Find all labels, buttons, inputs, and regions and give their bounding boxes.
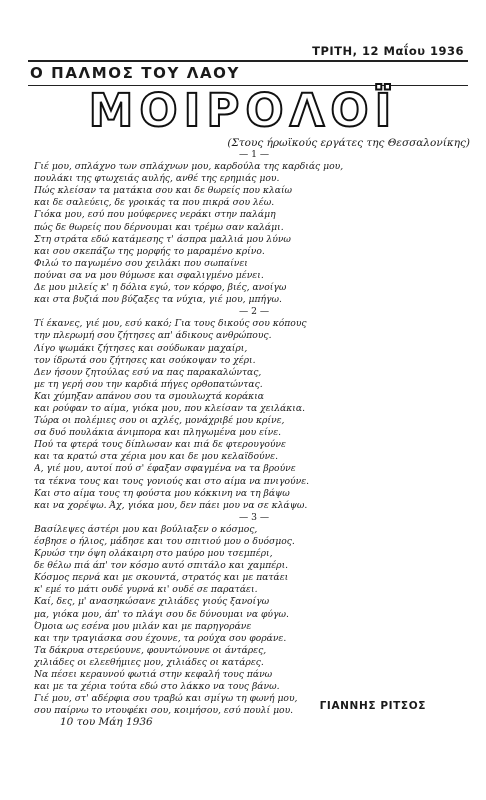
verse-line: Δε μου μιλείς κ' η δόλια εγώ, τον κόρφο, βιές, ανοίγω: [34, 282, 287, 294]
verse-line: Βασίλεψες άστέρι μου και βούλιαξεν ο κόσμος,: [34, 523, 258, 535]
verse-line: πουλάκι της φτωχειάς αυλής, ανθέ της ερημιάς μου.: [34, 173, 280, 185]
verse-line: και να χορέψω. Άχ, γιόκα μου, δεν πάει μου να σε κλάψω.: [34, 499, 308, 511]
verse-line: πώς δε θωρείς που δέρνουμαι και τρέμω σαν καλάμι.: [34, 221, 284, 233]
verse-line: μα, γιόκα μου, άπ' το πλάγι σου δε δύνουμαι να φύγω.: [34, 608, 289, 620]
verse-line: σου παίρνω το ντουφέκι σου, κοιμήσου, εσύ πουλί μου.: [34, 705, 294, 717]
footer-date: 10 του Μάη 1936: [60, 716, 153, 728]
section-title: Ο ΠΑΛΜΟΣ ΤΟΥ ΛΑΟΥ: [30, 64, 240, 82]
verse-line: και τα κρατώ στα χέρια μου και δε μου κελαϊδούνε.: [34, 451, 279, 463]
verse-line: χιλιάδες οι ελεεθήμιες μου, χιλιάδες οι κατάρες.: [34, 656, 264, 668]
top-rule: [28, 60, 468, 62]
verse-line: και σου σκεπάζω της μορφής το μαραμένο κρίνο.: [34, 245, 265, 257]
verse-line: Κρυώσ την όψη ολάκαιρη στο μαύρο μου τσεμπέρι,: [34, 548, 273, 560]
verse-line: με τη γερή σου την καρδιά πήγες ορθοπατώντας.: [34, 378, 263, 390]
verse-line: τα τέκνα τους και τους γονιούς και στο αίμα να πνιγούνε.: [34, 475, 310, 487]
stanza-number: — 3 —: [238, 511, 270, 523]
stanza-number: — 2 —: [238, 306, 270, 318]
verse-line: την πλερωμή σου ζήτησες απ' άδικους ανθρώπους.: [34, 330, 272, 342]
verse-line: Και χύμηξαν απάνου σου τα σμουλωχτά κοράκια: [34, 390, 265, 402]
verse-line: Και στο αίμα τους τη φούστα μου κόκκινη να τη βάψω: [34, 487, 290, 499]
verse-line: έσβησε ο ήλιος, μάδησε και του σπιτιού μου ο δυόσμος.: [34, 536, 295, 547]
verse-line: Κόσμος περνά και με σκουντά, στρατός και με πατάει: [34, 572, 289, 584]
verse-line: και την τραγιάσκα σου έχουνε, τα ρούχα σου φοράνε.: [34, 632, 287, 644]
verse-line: Γιόκα μου, εσύ που μούφερνες νεράκι στην παλάμη: [34, 209, 276, 221]
verse-line: Πώς κλείσαν τα ματάκια σου και δε θωρείς που κλαίω: [34, 185, 293, 197]
verse-line: τον ίδρωτά σου ζήτησες και σούκοψαν το χέρι.: [34, 354, 256, 366]
verse-line: και με τα χέρια τούτα εδώ στο λάκκο να τους βάνω.: [34, 681, 280, 693]
verse-line: και δε σαλεύεις, δε γροικάς τα που πικρά σου λέω.: [34, 197, 275, 209]
verse-line: Να πέσει κεραυνού φωτιά στην κεφαλή τους πάνω: [34, 669, 273, 681]
verse-line: Φιλώ το παγωμένο σου χειλάκι που σωπαίνει: [34, 257, 248, 269]
verse-line: Τί έκανες, γιέ μου, εσύ κακό; Για τους δικούς σου κόπους: [34, 318, 307, 330]
verse-line: Τώρα οι πολέμιες σου οι αχλές, μονάχριβέ μου κρίνε,: [34, 415, 285, 427]
verse-line: Στη στράτα εδώ κατάμεσης τ' άσπρα μαλλιά μου λύνω: [34, 233, 291, 245]
poem-title: ΜΟΙΡΟΛΟΪ: [88, 84, 398, 137]
verse-line: Καί, δες, μ' ανασηκώσανε χιλιάδες γιούς ξανοίγω: [34, 596, 270, 608]
stanza-number: — 1 —: [238, 149, 270, 160]
verse-line: και στα βυζιά που βύζαξες τα νύχια, γιέ μου, μπήγω.: [34, 294, 282, 306]
verse-line: σα δυό πουλάκια άνιμπορα και πληγωμένα μου είνε.: [34, 427, 282, 439]
verse-line: Α, γιέ μου, αυτοί πού σ' έφαξαν σφαγμένα να τα βρούνε: [34, 463, 296, 475]
poem-body: [34, 149, 474, 717]
verse-line: πούναι σα να μου θύμωσε και σφαλιγμένο μένει.: [34, 269, 264, 281]
verse-line: Δεν ήσουν ζητούλας εσύ να πας παρακαλώντας,: [34, 366, 262, 378]
verse-line: και ρούφαν το αίμα, γιόκα μου, που κλείσαν τα χειλάκια.: [34, 402, 305, 414]
verse-line: Γιέ μου, στ' αδέρφια σου τραβώ και σμίγω τη φωνή μου,: [34, 693, 298, 705]
poem-dedication: (Στους ήρωϊκούς εργάτες της Θεσσαλονίκης): [227, 137, 470, 149]
verse-line: Γιέ μου, σπλάχνο των σπλάχνων μου, καρδούλα της καρδιάς μου,: [34, 161, 344, 173]
verse-line: Όμοια ως εσένα μου μιλάν και με παρηγοράνε: [34, 620, 252, 632]
verse-line: Πού τα φτερά τους δίπλωσαν και πιά δε φτερουγούνε: [34, 439, 286, 451]
dateline: ΤΡΙΤΗ, 12 Μαΐου 1936: [312, 44, 464, 58]
verse-line: δε θέλω πιά άπ' τον κόσμο αυτό σπιτάλο και χαμπέρι.: [34, 560, 289, 572]
verse-line: Λίγο ψωμάκι ζήτησες και σούδωκαν μαχαίρι,: [34, 342, 248, 354]
verse-line: Τα δάκρυα στερεύουνε, φουντώνουνε οι άντάρες,: [34, 644, 267, 656]
verse-line: κ' εμέ το μάτι ουδέ γυρνά κι' ουδέ σε παρατάει.: [34, 584, 258, 596]
author-signature: ΓΙΑΝΝΗΣ ΡΙΤΣΟΣ: [319, 700, 426, 712]
